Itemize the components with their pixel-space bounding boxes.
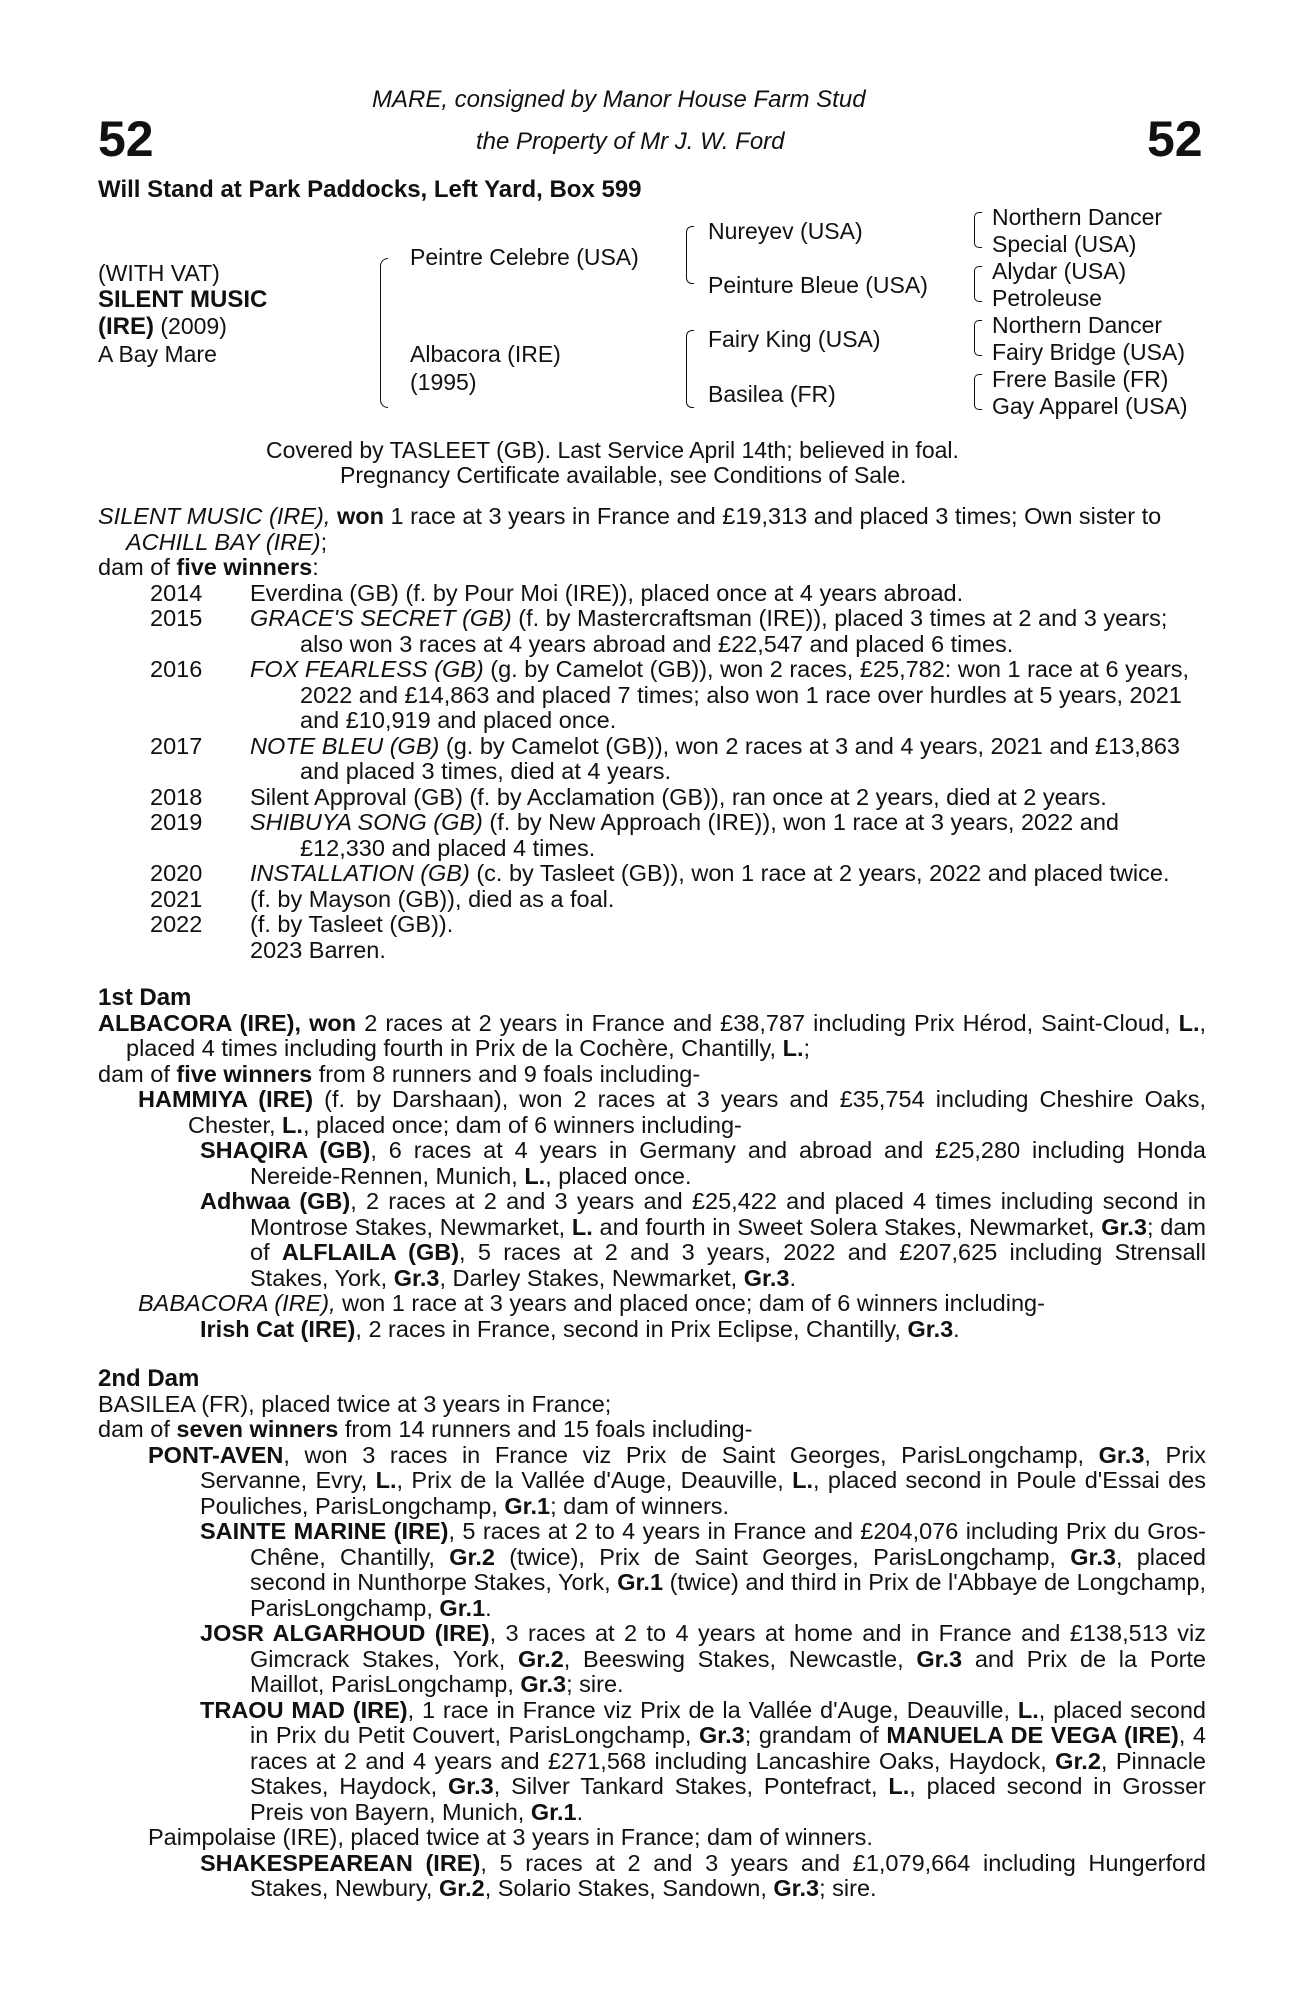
produce-entry <box>250 581 1206 607</box>
group-tag: Gr.3 <box>743 1264 790 1291</box>
text: , 4 races at 2 and 4 years and £271,568 including Lancashire Oaks, Haydock, <box>250 1722 1207 1774</box>
produce-text: (f. by Mayson (GB)), died as a foal. <box>250 885 615 912</box>
text: 2 races at 2 years in France and £38,787 including Prix Hérod, Saint-Cloud, <box>356 1009 1179 1036</box>
text: ; dam of <box>250 1213 1206 1265</box>
produce-name: SHIBUYA SONG (GB) <box>250 809 483 835</box>
sire-sire-sire: Northern Dancer <box>992 204 1163 230</box>
text: ; sire. <box>566 1671 624 1697</box>
produce-text: (g. by Camelot (GB)), won 2 races at 3 and 4 years, 2021 and £13,863 and placed 3 times, died at 4 years. <box>300 732 1181 784</box>
dam-of-line <box>98 555 1206 581</box>
produce-entry <box>250 912 1206 938</box>
hammiya-entry <box>98 1087 1206 1138</box>
text: from 14 runners and 15 foals including- <box>338 1416 753 1442</box>
text: and fourth in Sweet Solera Stakes, Newmarket, <box>592 1213 1102 1240</box>
produce-entry <box>250 606 1206 657</box>
produce-year: 2020 <box>150 860 203 886</box>
produce-year: 2015 <box>150 605 203 631</box>
covered-line: Covered by TASLEET (GB). Last Service April 14th; believed in foal. <box>266 437 959 463</box>
sire-sire: Nureyev (USA) <box>708 218 863 244</box>
produce-entry <box>250 734 1206 785</box>
text: ; <box>803 1035 811 1061</box>
produce-row <box>150 810 1206 861</box>
produce-text: (c. by Tasleet (GB)), won 1 race at 2 years, 2022 and placed twice. <box>469 860 1170 886</box>
text: , placed 4 times including fourth in Prix de la Cochère, Chantilly, <box>126 1009 1207 1061</box>
text: , Silver Tankard Stakes, Pontefract, <box>493 1773 889 1799</box>
text: (twice), Prix de Saint Georges, ParisLongchamp, <box>494 1543 1071 1570</box>
intro-text: 1 race at 3 years in France and £19,313 and placed 3 times; Own sister to <box>383 503 1162 529</box>
produce-name: Everdina (GB) <box>250 579 399 606</box>
text: , placed second in Poule d'Essai des Pouliches, ParisLongchamp, <box>200 1467 1206 1519</box>
listed-tag: L. <box>1178 1009 1200 1036</box>
intro-paragraph <box>98 504 1206 555</box>
produce-row <box>150 606 1206 657</box>
text: , Darley Stakes, Newmarket, <box>439 1264 744 1291</box>
group-tag: Gr.3 <box>1101 1213 1147 1240</box>
adhwaa-entry <box>98 1189 1206 1291</box>
produce-year <box>150 938 250 964</box>
listed-tag: L. <box>571 1213 593 1240</box>
sainte-marine-entry <box>98 1519 1206 1621</box>
text: , Pinnacle Stakes, Haydock, <box>250 1747 1206 1799</box>
dam-year: (1995) <box>410 369 477 395</box>
winners-count: five winners <box>176 554 313 580</box>
horse-year: (2009) <box>154 313 227 339</box>
group-tag: Gr.3 <box>907 1315 954 1342</box>
text: , placed once; dam of 6 winners including- <box>302 1111 742 1138</box>
pedigree-brace-dd <box>974 374 982 410</box>
lot-number-left: 52 <box>98 111 154 167</box>
text: , Prix de la Vallée d'Auge, Deauville, <box>396 1467 793 1493</box>
group-tag: Gr.3 <box>448 1773 494 1799</box>
produce-row <box>150 581 1206 607</box>
horse-name: SILENT MUSIC <box>98 286 268 313</box>
text: , placed second in Nunthorpe Stakes, York, <box>250 1543 1206 1595</box>
pedigree-brace-sd <box>974 266 982 302</box>
produce-text: (g. by Camelot (GB)), won 2 races, £25,782: won 1 race at 6 years, 2022 and £14,863 and placed 7 times; also won 1 race over hurdles at 5 years, 2021 and £10,919 and placed once. <box>300 656 1190 733</box>
produce-name: GRACE'S SECRET (GB) <box>250 605 512 631</box>
traou-mad-entry <box>98 1698 1206 1826</box>
group-tag: Gr.3 <box>916 1645 963 1672</box>
sire-dam-sire: Alydar (USA) <box>992 258 1127 284</box>
mare-name: SILENT MUSIC (IRE), <box>98 503 331 529</box>
produce-entry <box>250 887 1206 913</box>
text: , 1 race in France viz Prix de la Vallée d'Auge, Deauville, <box>407 1696 1018 1723</box>
produce-entry <box>250 938 1206 964</box>
group-tag: Gr.3 <box>520 1671 567 1697</box>
horse-name: SHAQIRA (GB) <box>200 1137 371 1163</box>
group-tag: Gr.2 <box>518 1645 564 1672</box>
listed-tag: L. <box>1017 1696 1039 1723</box>
text: dam of <box>98 1416 177 1442</box>
text: (f. by Darshaan), won 2 races at 3 years and £35,754 including Cheshire Oaks, Chester, <box>188 1086 1206 1138</box>
pedigree-brace-dam <box>686 330 694 408</box>
horse-name: BABACORA (IRE), <box>138 1290 336 1316</box>
produce-row <box>150 912 1206 938</box>
consignor-line: MARE, consigned by Manor House Farm Stud <box>372 86 866 113</box>
horse-name: SHAKESPEAREAN (IRE) <box>200 1849 481 1876</box>
produce-list <box>98 581 1206 964</box>
catalogue-body <box>98 504 1206 1902</box>
text: . <box>789 1264 796 1291</box>
produce-year: 2022 <box>150 911 203 937</box>
text: ; sire. <box>819 1875 877 1901</box>
produce-year: 2016 <box>150 656 203 682</box>
dam-sire-dam: Fairy Bridge (USA) <box>992 339 1185 365</box>
group-tag: Gr.2 <box>449 1543 495 1570</box>
produce-row <box>150 887 1206 913</box>
text: dam of <box>98 1060 177 1087</box>
group-tag: Gr.1 <box>530 1798 577 1825</box>
winners-count: seven winners <box>176 1416 339 1442</box>
josr-algarhoud-entry <box>98 1621 1206 1698</box>
produce-row <box>150 785 1206 811</box>
shaqira-entry <box>98 1138 1206 1189</box>
pedigree-brace-sire <box>686 226 694 284</box>
text: , 5 races at 2 to 4 years in France and £204,076 including Prix du Gros-Chêne, Chantilly, <box>250 1518 1207 1570</box>
produce-entry <box>250 861 1206 887</box>
produce-row <box>150 861 1206 887</box>
produce-entry <box>250 785 1206 811</box>
horse-country: (IRE) <box>98 313 154 340</box>
produce-year: 2018 <box>150 783 203 810</box>
horse-name: Adhwaa (GB) <box>200 1188 351 1214</box>
first-dam-heading: 1st Dam <box>98 984 192 1011</box>
horse-name: HAMMIYA (IRE) <box>138 1086 314 1112</box>
produce-row <box>150 657 1206 734</box>
shakespearean-entry <box>98 1851 1206 1902</box>
text: , placed second in Grosser Preis von Bayern, Munich, <box>250 1773 1206 1825</box>
irish-cat-entry <box>98 1317 1206 1343</box>
dam-sire: Fairy King (USA) <box>708 326 881 352</box>
group-tag: Gr.3 <box>699 1722 745 1748</box>
group-tag: Gr.1 <box>439 1594 486 1621</box>
text: , 5 races at 2 and 3 years, 2022 and £207,625 including Strensall Stakes, York, <box>250 1239 1206 1291</box>
text: ; grandam of <box>744 1722 887 1748</box>
pedigree-brace-ss <box>974 212 982 248</box>
text: , Solario Stakes, Sandown, <box>484 1875 774 1901</box>
dam-of-colon: : <box>312 554 319 580</box>
listed-tag: L. <box>792 1467 814 1493</box>
text: , placed once. <box>545 1162 692 1189</box>
dam: Albacora (IRE) <box>410 341 561 367</box>
produce-text: (f. by Acclamation (GB)), ran once at 2 years, died at 2 years. <box>462 783 1107 810</box>
group-tag: Gr.1 <box>504 1492 551 1519</box>
produce-text: (f. by Tasleet (GB)). <box>250 911 454 937</box>
text: , won 3 races in France viz Prix de Saint Georges, ParisLongchamp, <box>283 1441 1099 1468</box>
produce-entry <box>250 810 1206 861</box>
produce-entry <box>250 657 1206 734</box>
produce-name: INSTALLATION (GB) <box>250 860 470 886</box>
dam-dam-dam: Gay Apparel (USA) <box>992 393 1188 419</box>
pedigree-brace-ds <box>974 320 982 356</box>
sire-dam: Peinture Bleue (USA) <box>708 272 928 298</box>
text: , 2 races in France, second in Prix Eclipse, Chantilly, <box>355 1315 908 1342</box>
horse-name-year <box>98 313 227 340</box>
first-dam-produce-line <box>98 1062 1206 1088</box>
text: and Prix de la Porte Maillot, ParisLongchamp, <box>250 1645 1206 1697</box>
second-dam-heading: 2nd Dam <box>98 1365 200 1392</box>
group-tag: Gr.1 <box>617 1569 664 1595</box>
horse-name: Irish Cat (IRE) <box>200 1315 356 1342</box>
intro-end: ; <box>320 528 328 555</box>
text: , 2 races at 2 and 3 years and £25,422 and placed 4 times including second in Montrose Stakes, Newmarket, <box>250 1188 1206 1240</box>
text: . <box>576 1798 584 1825</box>
produce-text: (f. by Mastercraftsman (IRE)), placed 3 times at 2 and 3 years; also won 3 races at 4 years abroad and £22,547 and placed 6 times. <box>300 605 1168 657</box>
listed-tag: L. <box>782 1035 804 1061</box>
first-dam-paragraph <box>98 1011 1206 1062</box>
listed-tag: L. <box>888 1773 910 1799</box>
listed-tag: L. <box>524 1162 546 1189</box>
produce-name: FOX FEARLESS (GB) <box>250 656 484 682</box>
horse-name: PONT-AVEN <box>148 1441 284 1468</box>
text: won 1 race at 3 years and placed once; dam of 6 winners including- <box>335 1290 1045 1316</box>
horse-name: JOSR ALGARHOUD (IRE) <box>200 1620 490 1646</box>
dam-dam: Basilea (FR) <box>708 381 836 407</box>
pedigree-brace-main <box>380 258 388 408</box>
group-tag: Gr.3 <box>1070 1543 1116 1570</box>
stand-location: Will Stand at Park Paddocks, Left Yard, Box 599 <box>98 176 642 203</box>
group-tag: Gr.3 <box>773 1875 820 1901</box>
produce-year: 2019 <box>150 809 203 835</box>
text: (twice) and third in Prix de l'Abbaye de Longchamp, ParisLongchamp, <box>250 1569 1206 1621</box>
group-tag: Gr.3 <box>1098 1441 1145 1468</box>
text: , Prix Servanne, Evry, <box>200 1441 1206 1493</box>
produce-text: (f. by Pour Moi (IRE)), placed once at 4 years abroad. <box>398 579 964 606</box>
text: , 5 races at 2 and 3 years and £1,079,664 including Hungerford Stakes, Newbury, <box>250 1849 1206 1901</box>
text: , Beeswing Stakes, Newcastle, <box>563 1645 917 1672</box>
produce-year: 2014 <box>150 579 203 606</box>
produce-year: 2017 <box>150 732 203 759</box>
paimpolaise-entry: Paimpolaise (IRE), placed twice at 3 years in France; dam of winners. <box>148 1824 873 1850</box>
group-tag: Gr.2 <box>438 1875 485 1901</box>
second-dam-paragraph: BASILEA (FR), placed twice at 3 years in France; <box>98 1390 612 1417</box>
sire-dam-dam: Petroleuse <box>992 285 1102 311</box>
won-label: won <box>309 1009 357 1036</box>
won-label: won <box>336 503 384 529</box>
dam-sire-sire: Northern Dancer <box>992 312 1163 338</box>
produce-name: Silent Approval (GB) <box>250 783 463 810</box>
text: from 8 runners and 9 foals including- <box>312 1060 701 1087</box>
dam-of-label: dam of <box>98 554 177 580</box>
dam-dam-sire: Frere Basile (FR) <box>992 366 1169 392</box>
produce-text: 2023 Barren. <box>250 936 386 963</box>
sister-name: ACHILL BAY (IRE) <box>126 528 321 555</box>
produce-name: NOTE BLEU (GB) <box>250 732 440 759</box>
listed-tag: L. <box>375 1467 397 1493</box>
first-dam-name: ALBACORA (IRE), <box>98 1009 302 1036</box>
text: ; dam of winners. <box>550 1492 730 1519</box>
winners-count: five winners <box>176 1060 313 1087</box>
vat-label: (WITH VAT) <box>98 260 220 286</box>
text: , placed second in Prix du Petit Couvert, ParisLongchamp, <box>250 1696 1206 1748</box>
horse-name: MANUELA DE VEGA (IRE) <box>886 1722 1179 1748</box>
horse-name: ALFLAILA (GB) <box>281 1239 460 1265</box>
pont-aven-entry <box>98 1443 1206 1520</box>
text: , 6 races at 4 years in Germany and abroad and £25,280 including Honda Nereide-Rennen, Munich, <box>250 1137 1206 1189</box>
produce-row <box>150 734 1206 785</box>
second-dam-produce-line <box>98 1417 1206 1443</box>
produce-text: (f. by New Approach (IRE)), won 1 race at 3 years, 2022 and £12,330 and placed 4 times. <box>300 809 1119 861</box>
lot-number-right: 52 <box>1147 111 1203 167</box>
property-line: the Property of Mr J. W. Ford <box>476 128 785 155</box>
produce-row <box>150 938 1206 964</box>
sire: Peintre Celebre (USA) <box>410 244 639 270</box>
group-tag: Gr.3 <box>393 1264 440 1291</box>
pregnancy-line: Pregnancy Certificate available, see Conditions of Sale. <box>340 462 907 488</box>
listed-tag: L. <box>282 1111 303 1138</box>
text: , 3 races at 2 to 4 years at home and in France and £138,513 viz Gimcrack Stakes, York, <box>250 1620 1206 1672</box>
produce-year: 2021 <box>150 885 203 912</box>
horse-description: A Bay Mare <box>98 341 217 367</box>
group-tag: Gr.2 <box>1055 1747 1101 1774</box>
text: . <box>953 1315 960 1342</box>
babacora-entry <box>98 1291 1206 1317</box>
sire-sire-dam: Special (USA) <box>992 231 1137 257</box>
text: . <box>485 1594 492 1621</box>
horse-name: SAINTE MARINE (IRE) <box>200 1518 449 1544</box>
horse-name: TRAOU MAD (IRE) <box>200 1696 408 1723</box>
